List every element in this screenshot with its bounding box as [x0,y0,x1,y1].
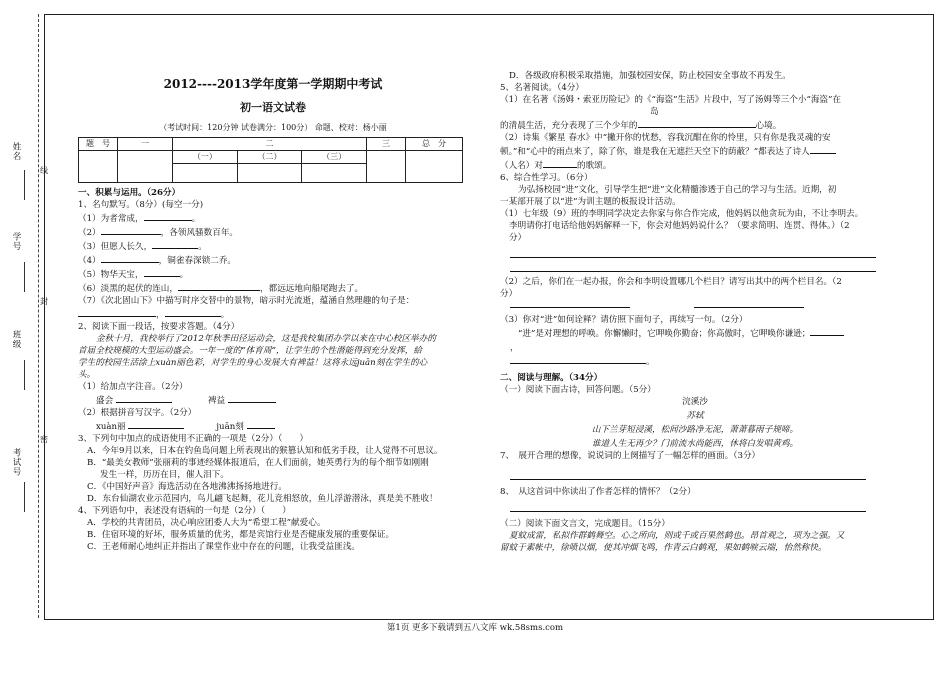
q1-item-text: （1）为者常成， [78,214,144,224]
score-sub-cell: （一） [173,151,238,164]
section-2-heading: 二、阅读与理解。（34分） [500,373,603,383]
q7-prompt: 7、 展开合理的想像，说说词的上阕描写了一幅怎样的画面。（3分） [500,451,761,461]
score-header-cell: 一 [118,138,173,151]
score-header-cell: 二 [173,138,367,151]
q1-item-text: （5）物华天宝， [78,270,144,280]
q6-sub1: （1）七年级（9）班的李明同学决定去你家与你合作完成，他妈妈以他贪玩为由，不让李明去。 [500,209,864,219]
answer-blank[interactable] [144,267,180,277]
q1-item-text: （2） [78,228,101,238]
q2-sub1: （1）给加点字注音。（2分） [78,382,188,392]
score-sub-cell: （二） [237,151,302,164]
left-column [78,78,468,553]
q2-sub1-answers [78,393,468,407]
score-sub-cell: （三） [302,151,367,164]
q1-item-text: （4） [78,256,101,266]
poem-line: 谁道人生无再少？门前流水尚能西，休将白发唱黄鸡。 [591,439,799,449]
q3-option-c: C．《中国好声音》海选活动在各地沸沸扬扬地进行。 [87,482,287,492]
q1-item-6 [78,281,468,295]
answer-blank[interactable] [116,393,172,403]
exam-subtitle: 初一语文试卷 [240,101,306,114]
q1-item-3: （3）但愿人长久， 。 [78,239,468,253]
q5-sub1: （1）在名著《汤姆・索亚历险记》的《“海盗”生活》片段中，写了汤姆等三个小“海盗”在 [500,95,842,105]
q2-prompt: 2、阅读下面一段话，按要求答题。（4分） [78,322,240,332]
q3-prompt: 3、下列句中加点的成语使用不正确的一项是（2分）（ ） [78,434,309,444]
score-table [78,137,463,183]
q1-item-1: （1）为者常成， 。 [78,211,468,225]
answer-blank[interactable] [101,225,161,235]
exam-title: 2012----2013学年度第一学期期中考试 [163,77,383,91]
page-footer: 第1页 更多下载请到五八文库 wk.58sms.com [386,623,564,633]
q2-sub2: （2）根据拼音写汉字。（2分） [78,408,197,418]
q1-item-text: （6）淡黑的起伏的连山， [78,284,178,294]
q4-option-d: D．各级政府积极采取措施，加强校园安保，防止校园安全事故不再发生。 [509,71,791,81]
answer-blank[interactable] [247,419,275,429]
q1-item-2 [78,225,468,239]
q3-option-a: A．今年9月以来，日本在钓鱼岛问题上所表现出的猴篡认知和低劣手段，让人觉得不可思议。 [87,446,443,456]
q6-intro-cont: 一某部开展了以“进”为训主题的板报设计活动。 [500,197,681,207]
q4-option-a: A．学校的共青团员，决心响应团委人大为“希望工程”献爱心。 [87,518,326,528]
q1-item-text: ，都远远地向船尾跑去了。 [260,284,364,294]
answer-blank[interactable] [510,298,630,308]
q2-word: 盛会 [96,396,114,406]
q5-text: 心境。 [755,121,782,131]
answer-blank[interactable] [638,118,756,128]
binding-dashed-line [38,14,39,618]
answer-blank[interactable] [152,239,198,249]
q1-item-text: ，各领风骚数百年。 [160,228,239,238]
q1-item-7-answers: ， 。 [78,307,468,321]
q5-sub1-cont [500,118,890,132]
q5-sub2-end [500,158,890,172]
q5-text: 顿。”和“心中的雨点来了，除了你，谁是我在无遮拦天空下的荫蔽？”都表达了诗人 [500,147,810,157]
student-id-label: 学号 [11,232,21,251]
q1-item-4 [78,253,468,267]
q1-item-5: （5）物华天宝， 。 [78,267,468,281]
answer-blank[interactable] [78,307,156,317]
seal-mark-line: 线 [40,166,48,175]
reading-2-prompt: （二）阅读下面文言文，完成题目。（15分） [500,519,670,529]
q6-sub3: （3）你对“进”如何诠释？请仿照下面句子，再续写一句。（2分） [500,315,748,325]
q1-item-text: ， [156,310,165,320]
poem-title: 浣溪沙 [682,397,708,407]
reading-1-prompt: （一）阅读下面古诗，回答问题。（5分） [500,385,656,395]
q2-word: juān刻 [216,422,244,432]
exam-info: （考试时间：120分钟 试卷满分：100分） 命题、校对：杨小丽 [159,123,387,132]
answer-line[interactable] [510,500,866,512]
poem-line: 山下兰芽短浸溪，松间沙路净无泥，萧萧暮雨子规啼。 [591,425,799,435]
answer-blank[interactable] [810,326,844,336]
score-header-cell: 三 [367,138,406,151]
q2-word: 裨益 [207,396,226,406]
answer-blank[interactable] [543,158,577,168]
q2-sub2-answers [78,419,468,433]
q6-sub1-end: 分） [509,233,527,243]
q6-sub2-end: 分） [500,289,518,299]
answer-blank[interactable] [694,298,804,308]
q4-option-c: C．王老师耐心地纠正并指出了课堂作业中存在的问题，让我受益匪浅。 [87,542,360,552]
q4-option-b: B．住宿环境的好坏，服务质量的优劣，都是宾馆行业是否健康发展的重要保证。 [87,530,395,540]
seal-mark-secret: 密 [40,435,48,444]
q3-option-b: B．“最美女教师”张丽莉的事迹经媒体报道后，在人们面前，她英勇行为的每个细节如刚刚 [87,458,429,468]
classical-text-line: 夏蚊成雷，私拟作群鹤舞空。心之所向，则或千或百果然鹤也。昂首观之，项为之强。又 [509,531,845,541]
answer-line[interactable] [510,468,866,480]
answer-blank[interactable] [510,354,646,364]
q6-intro: 为弘扬校园“进”文化，引导学生把“进”文化精髓渗透于自己的学习与生活。近期，初 [518,185,837,195]
student-id-line [24,262,25,292]
q6-example-text: “进”是对理想的呼唤。你懈懒时，它呷唤你勤奋；你高傲时，它呷唤你谦逊； [518,329,811,339]
exam-no-label: 考试号 [11,448,21,477]
answer-line[interactable] [510,260,876,272]
q6-prompt: 6、综合性学习。（6分） [500,173,593,183]
q5-sub2-cont [500,144,890,158]
score-header-cell: 题 号 [79,138,118,151]
answer-blank[interactable] [228,393,276,403]
q2-passage-line: 头。 [78,370,96,380]
answer-line[interactable] [510,246,876,258]
right-column: D．各级政府积极采取措施，加强校园安保，防止校园安全事故不再发生。 5、名著阅读。（4分） （1）在名著《汤姆・索亚历险记》的《“海盗”生活》片段中，写了汤姆等三个小“海盗”在 岛 的清晨生活，充分表现了三个少年的 心境。 （2）诗集《繁星 春水》中“撇开你的忧愁，容我沉酣在你的怜里，只有你是我灵魂的安 顿。”和“心中的雨点来了，除了你，谁是我在无遮拦天空下的荫蔽？”都表达了诗人 （人名）对 的歌颂。 6、综合性学习。（6分） 为弘扬校园“进”文化，引导学生把“进”文化精髓渗透于自己的学习与生活。近期，初 一某部开展了以“进”为训主题的板报设计活动。 （1）七年级（9）班的李明同学决定去你家与你合作完成，他妈妈以他贪玩为由，不让李明去。 李明请你打电话给他妈妈解释一下，你会对他妈妈说什么？（要求简明、连贯、得体。）（2 分） （2）之后，你们在一起办报，你会和李明设置哪几个栏目？请写出其中的两个栏目名。（2 分） （3）你对“进”如何诠释？请仿照下面句子，再续写一句。（2分） “进”是对理想的呼唤。你懈懒时，它呷唤你勤奋；你高傲时，它呷唤你谦逊； ， 。 二、阅读与理解。（34分） （一）阅读下面古诗，回答问题。（5分） 浣溪沙 苏轼 山下兰芽短浸溪，松间沙路净无泥，萧萧暮雨子规啼。 谁道人生无再少？门前流水尚能西，休将白发唱黄鸡。 7、 展开合理的想像，说说词的上阕描写了一幅怎样的画面。（3分） 8、 从这首词中你读出了作者怎样的情怀？（2分） （二）阅读下面文言文，完成题目。（15分） 夏蚊成雷，私拟作群鹤舞空。心之所向，则或千或百果然鹤也。昂首观之，项为之强。又 留蚊于素帐中，徐喷以烟，使其冲烟飞鸣，作青云白鹤观，果如鹤唳云端，怡然称快。 [500,70,890,554]
class-line [24,360,25,390]
name-label: 姓名 [11,142,21,161]
q2-word: xuàn丽 [96,422,126,432]
q5-sub1-island: 岛 [650,107,659,117]
answer-blank[interactable] [144,211,192,221]
q5-text: 的清晨生活，充分表现了三个少年的 [500,121,638,131]
q6-sub3-example [500,326,890,340]
q6-sub2: （2）之后，你们在一起办报，你会和李明设置哪几个栏目？请写出其中的两个栏目名。（2 [500,277,842,287]
q3-option-d: D．东台仙湖农业示范园内，鸟儿翩飞起舞，花儿竞相怒放，鱼儿浮游潜泳，真是美不胜收！ [87,494,438,504]
answer-blank[interactable] [101,253,159,263]
seal-mark-seal: 封 [40,297,48,306]
q8-prompt: 8、 从这首词中你读出了作者怎样的情怀？（2分） [500,487,696,497]
q4-prompt: 4、下列语句中，表述没有语病的一句是（2分）（ ） [78,506,291,516]
q5-prompt: 5、名著阅读。（4分） [500,83,584,93]
answer-blank[interactable] [128,419,184,429]
q5-sub2: （2）诗集《繁星 春水》中“撇开你的忧愁，容我沉酣在你的怜里，只有你是我灵魂的安 [500,133,831,143]
poem-author: 苏轼 [686,411,704,421]
q2-passage-line: 学生的校园生活涂上xuàn丽色彩，对学生的身心发展大有裨益！这将永远juān刻在学生的心 [78,358,428,368]
class-label: 班级 [11,330,21,349]
answer-blank[interactable] [178,281,260,291]
exam-no-line [24,482,25,512]
score-header-cell: 总 分 [406,138,463,151]
q2-passage-line: 首届全校规模的大型运动盛会。一年一度的“体育周”，让学生的个性潜能得到充分发挥，給 [78,346,422,356]
answer-blank[interactable] [810,144,836,154]
q6-sub1-cont: 李明请你打电话给他妈妈解释一下，你会对他妈妈说什么？（要求简明、连贯、得体。）（2 [509,221,850,231]
q1-item-text: （3）但愿人长久， [78,242,153,252]
q1-prompt: 1、名句默写。（8分）(每空一分) [78,200,204,210]
q5-text: 的歌颂。 [576,161,612,171]
q5-text: （人名）对 [500,161,543,171]
section-1-heading: 一、积累与运用。（26分） [78,188,181,198]
q3-option-b-cont: 发生一样，历历在目，催人泪下。 [100,470,229,480]
q2-passage-line: 金秋十月，我校举行了2012年秋季田径运动会，这是我校集团办学以来在中心校区举办的 [96,334,436,344]
answer-blank[interactable] [165,307,221,317]
q1-item-7: （7）《次北固山下》中描写时序交替中的景物，暗示时光流逝，蕴涵自然理趣的句子是： [78,296,415,306]
q1-item-text: ，铜雀春深锁二乔。 [158,256,237,266]
name-line [24,170,25,200]
classical-text-line: 留蚊于素帐中，徐喷以烟，使其冲烟飞鸣，作青云白鹤观，果如鹤唳云端，怡然称快。 [500,543,827,553]
